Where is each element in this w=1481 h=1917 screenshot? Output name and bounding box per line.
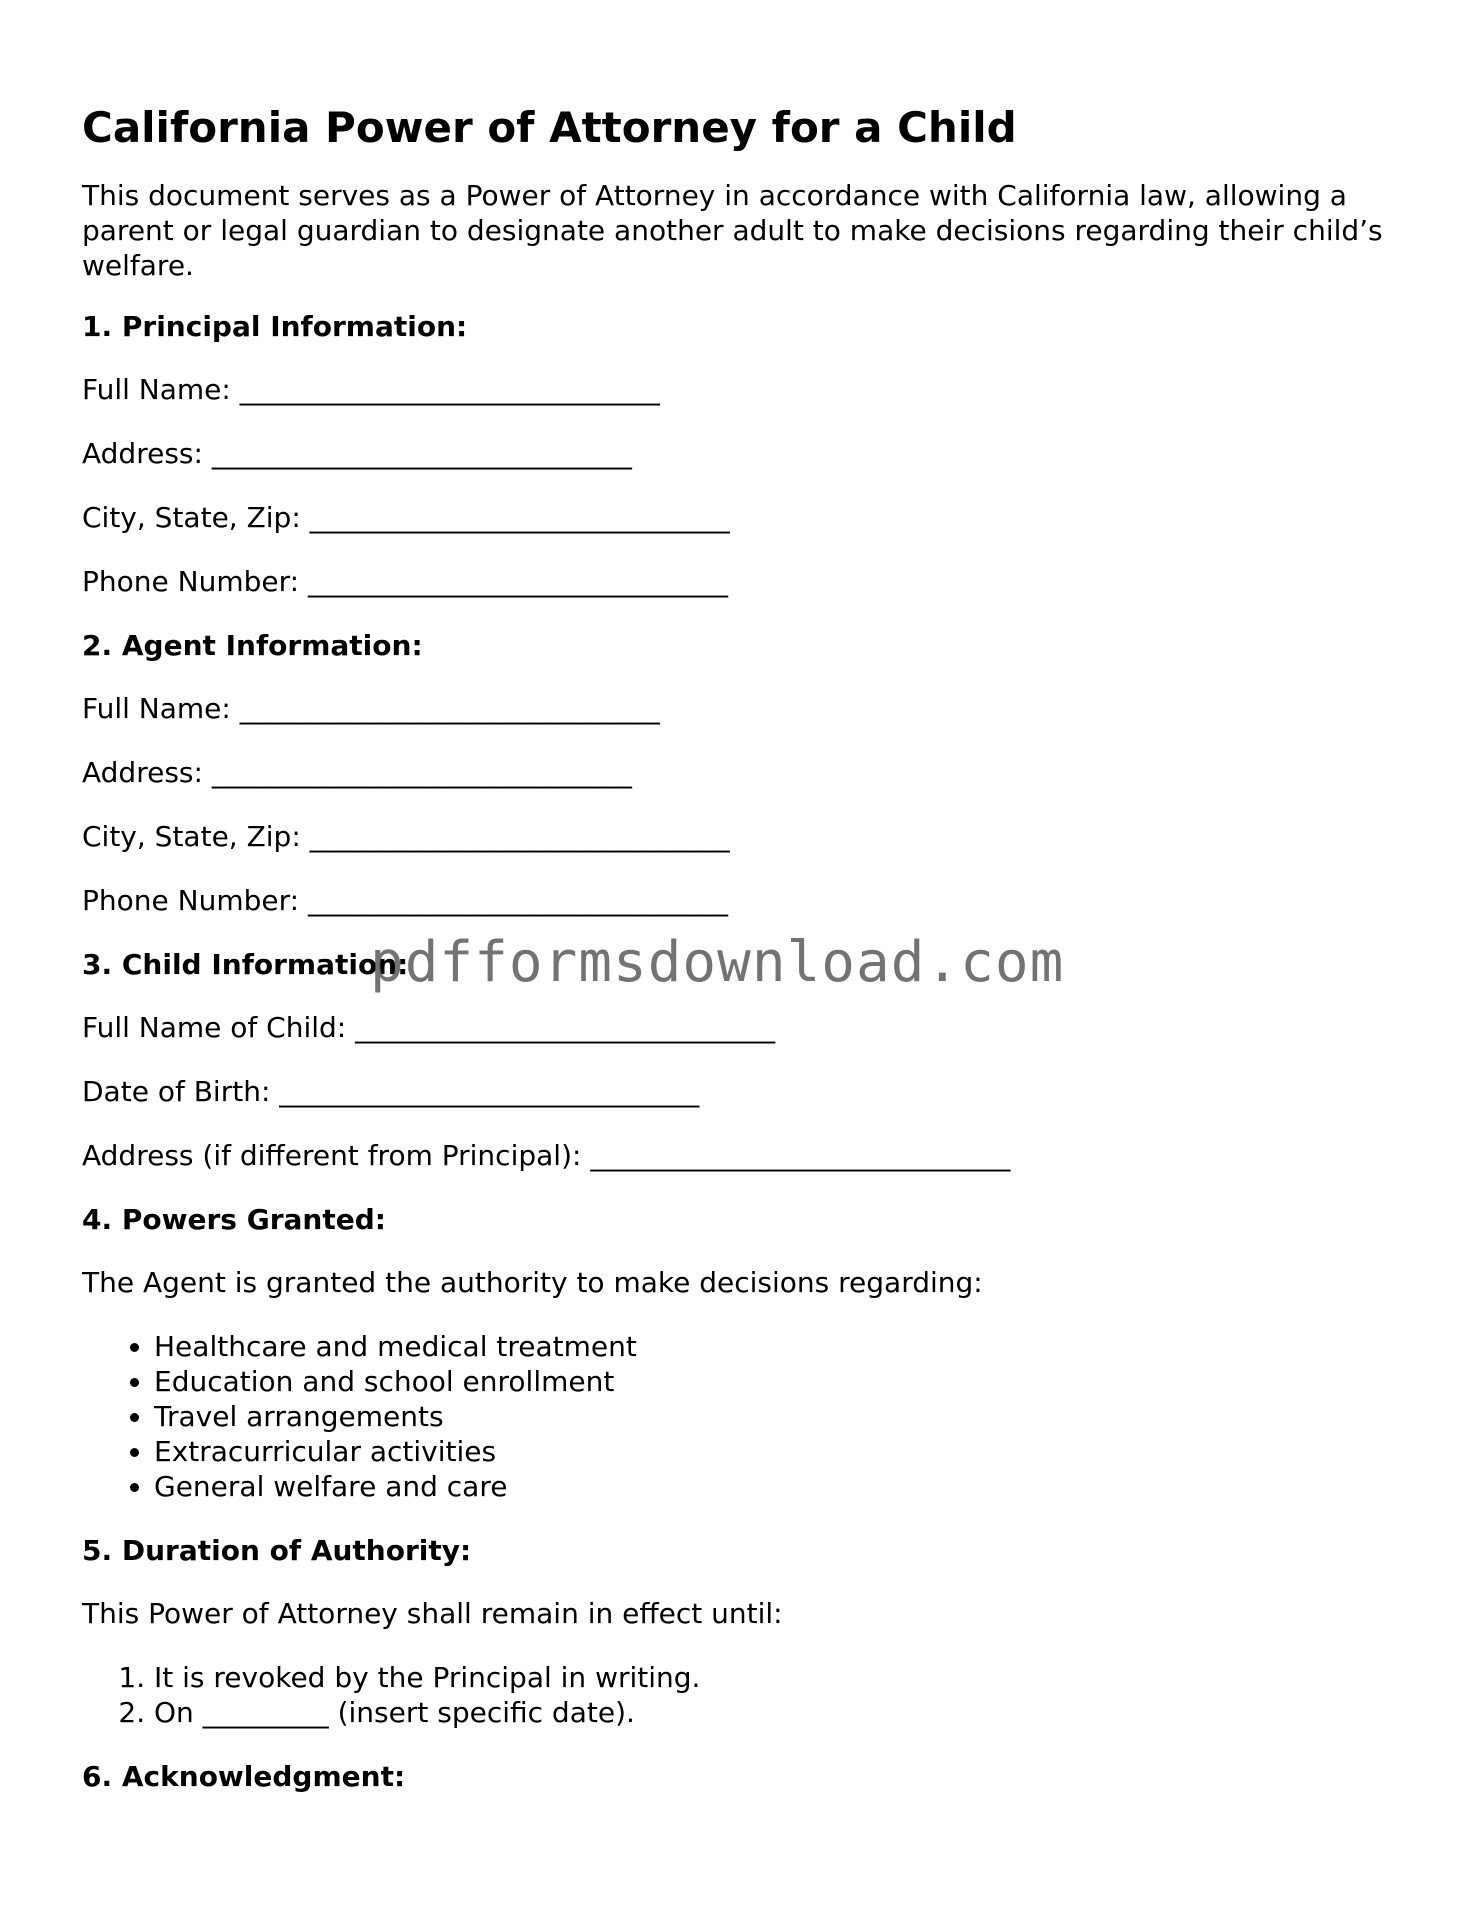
powers-section <box>82 1202 1422 1504</box>
duration-heading: 5. Duration of Authority: <box>82 1534 472 1567</box>
intro-paragraph: This document serves as a Power of Attorney in accordance with California law, allowing a parent or legal guardian to designate another adult to make decisions regarding their child’s welfare. <box>82 179 1383 282</box>
principal-heading: 1. Principal Information: <box>82 310 468 343</box>
principal-address-field[interactable]: Address: ______________________________ <box>82 437 632 470</box>
document-title: California Power of Attorney for a Child <box>82 103 1017 152</box>
list-item: • Healthcare and medical treatment <box>154 1329 1422 1364</box>
agent-address-field[interactable]: Address: ______________________________ <box>82 756 632 789</box>
list-item: 1. It is revoked by the Principal in writing. <box>154 1660 1422 1695</box>
child-section <box>82 947 1422 1173</box>
child-full-name-field[interactable]: Full Name of Child: ______________________________ <box>82 1011 776 1044</box>
child-address-field[interactable]: Address (if different from Principal): ______________________________ <box>82 1139 1011 1172</box>
watermark: pdfformsdownload.com <box>370 930 1065 995</box>
agent-phone-field[interactable]: Phone Number: ______________________________ <box>82 884 728 917</box>
duration-list <box>82 1660 1422 1730</box>
powers-intro: The Agent is granted the authority to make decisions regarding: <box>82 1266 983 1299</box>
principal-city-state-zip-field[interactable]: City, State, Zip: ______________________________ <box>82 501 730 534</box>
powers-list <box>82 1329 1422 1504</box>
duration-section <box>82 1533 1422 1730</box>
acknowledgment-heading: 6. Acknowledgment: <box>82 1760 406 1793</box>
document-page <box>82 100 1422 1822</box>
agent-full-name-field[interactable]: Full Name: ______________________________ <box>82 692 660 725</box>
list-item[interactable]: 2. On _________ (insert specific date). <box>154 1695 1422 1730</box>
list-item: • Travel arrangements <box>154 1399 1422 1434</box>
principal-phone-field[interactable]: Phone Number: ______________________________ <box>82 565 728 598</box>
list-item: • Extracurricular activities <box>154 1434 1422 1469</box>
list-item: • Education and school enrollment <box>154 1364 1422 1399</box>
child-dob-field[interactable]: Date of Birth: ______________________________ <box>82 1075 700 1108</box>
agent-section <box>82 628 1422 918</box>
duration-intro: This Power of Attorney shall remain in effect until: <box>82 1597 783 1630</box>
principal-full-name-field[interactable]: Full Name: ______________________________ <box>82 373 660 406</box>
agent-heading: 2. Agent Information: <box>82 629 423 662</box>
principal-section <box>82 309 1422 599</box>
child-heading: 3. Child Information: <box>82 948 409 981</box>
powers-heading: 4. Powers Granted: <box>82 1203 386 1236</box>
acknowledgment-section <box>82 1759 1422 1794</box>
list-item: • General welfare and care <box>154 1469 1422 1504</box>
agent-city-state-zip-field[interactable]: City, State, Zip: ______________________________ <box>82 820 730 853</box>
